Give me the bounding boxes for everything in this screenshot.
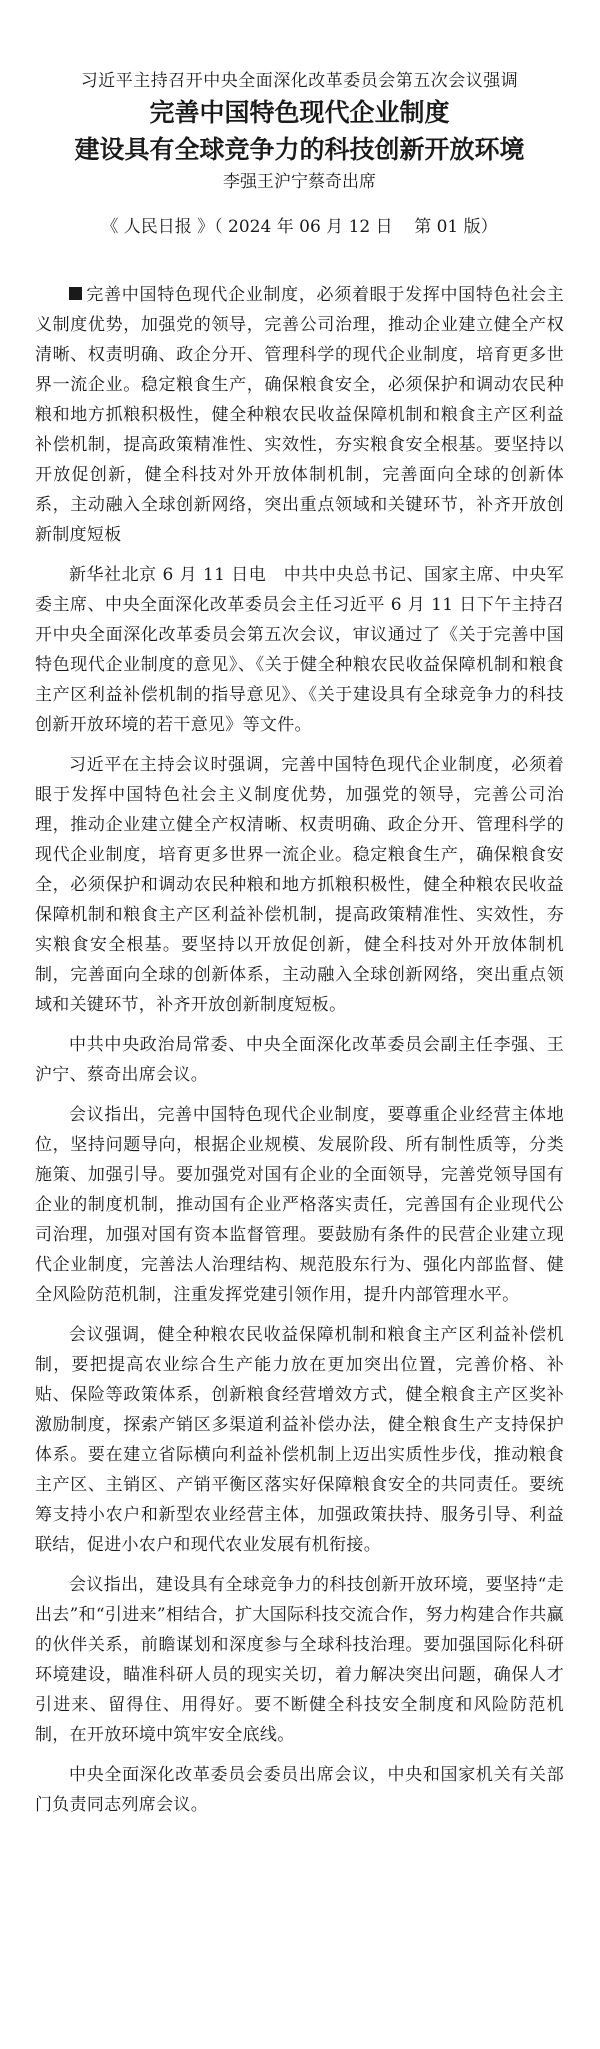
article-lead-paragraph (35, 280, 564, 550)
article-paragraph: 会议指出，完善中国特色现代企业制度，要尊重企业经营主体地位，坚持问题导向，根据企业规模、发展阶段、所有制性质等，分类施策、加强引导。要加强党对国有企业的全面领导，完善党领导国有企业的制度机制，推动国有企业严格落实责任，完善国有企业现代公司治理，加强对国有资本监督管理。要鼓励有条件的民营企业建立现代企业制度，完善法人治理结构、规范股东行为、强化内部监督、健全风险防范机制，注重发挥党建引领作用，提升内部管理水平。 (35, 1105, 564, 1305)
article-paragraph: 新华社北京 6 月 11 日电 中共中央总书记、国家主席、中央军委主席、中央全面深化改革委员会主任习近平 6 月 11 日下午主持召开中央全面深化改革委员会第五次会议，审议通过了《关于完善中国特色现代企业制度的意见》、《关于健全种粮农民收益保障机制和粮食主产区利益补偿机制的指导意见》、《关于建设具有全球竞争力的科技创新开放环境的若干意见》等文件。 (35, 565, 564, 735)
article-title-line-2: 建设具有全球竞争力的科技创新开放环境 (74, 135, 525, 164)
article-paragraph: 会议强调，健全种粮农民收益保障机制和粮食主产区利益补偿机制，要把提高农业综合生产能力放在更加突出位置，完善价格、补贴、保险等政策体系，创新粮食经营增效方式，健全粮食主产区奖补激励制度，探索产销区多渠道利益补偿办法，健全粮食生产支持保护体系。要在建立省际横向利益补偿机制上迈出实质性步伐，推动粮食主产区、主销区、产销平衡区落实好保障粮食安全的共同责任。要统筹支持小农户和新型农业经营主体，加强政策扶持、服务引导、利益联结，促进小农户和现代农业发展有机衔接。 (35, 1325, 564, 1555)
article-page (0, 70, 600, 2049)
square-bullet-icon (69, 287, 82, 300)
article-source: 《 人民日报 》（ 2024 年 06 月 12 日 第 01 版） (101, 217, 498, 237)
article-title-line-1: 完善中国特色现代企业制度 (149, 98, 450, 127)
article-paragraph: 中央全面深化改革委员会委员出席会议，中央和国家机关有关部门负责同志列席会议。 (35, 1765, 564, 1815)
article-paragraph: 中共中央政治局常委、中央全面深化改革委员会副主任李强、王沪宁、蔡奇出席会议。 (35, 1035, 564, 1085)
article-paragraph: 会议指出，建设具有全球竞争力的科技创新开放环境，要坚持“走出去”和“引进来”相结合，扩大国际科技交流合作，努力构建合作共赢的伙伴关系，前瞻谋划和深度参与全球科技治理。要加强国际化科研环境建设，瞄准科研人员的现实关切，着力解决突出问题，确保人才引进来、留得住、用得好。要不断健全科技安全制度和风险防范机制，在开放环境中筑牢安全底线。 (35, 1575, 564, 1745)
article-body (35, 280, 564, 1820)
lead-text: 完善中国特色现代企业制度，必须着眼于发挥中国特色社会主义制度优势，加强党的领导，完善公司治理，推动企业建立健全产权清晰、权责明确、政企分开、管理科学的现代企业制度，培育更多世界一流企业。稳定粮食生产，确保粮食安全，必须保护和调动农民种粮和地方抓粮积极性，健全种粮农民收益保障机制和粮食主产区利益补偿机制，提高政策精准性、实效性，夯实粮食安全根基。要坚持以开放促创新，健全科技对外开放体制机制，完善面向全球的创新体系，主动融入全球创新网络，突出重点领域和关键环节，补齐开放创新制度短板 (35, 285, 564, 545)
article-kicker: 习近平主持召开中央全面深化改革委员会第五次会议强调 (80, 71, 519, 91)
article-subtitle: 李强王沪宁蔡奇出席 (223, 172, 376, 192)
article-paragraph: 习近平在主持会议时强调，完善中国特色现代企业制度，必须着眼于发挥中国特色社会主义制度优势，加强党的领导，完善公司治理，推动企业建立健全产权清晰、权责明确、政企分开、管理科学的现代企业制度，培育更多世界一流企业。稳定粮食生产，确保粮食安全，必须保护和调动农民种粮和地方抓粮积极性，健全种粮农民收益保障机制和粮食主产区利益补偿机制，提高政策精准性、实效性，夯实粮食安全根基。要坚持以开放促创新，健全科技对外开放体制机制，完善面向全球的创新体系，主动融入全球创新网络，突出重点领域和关键环节，补齐开放创新制度短板。 (35, 755, 564, 1015)
